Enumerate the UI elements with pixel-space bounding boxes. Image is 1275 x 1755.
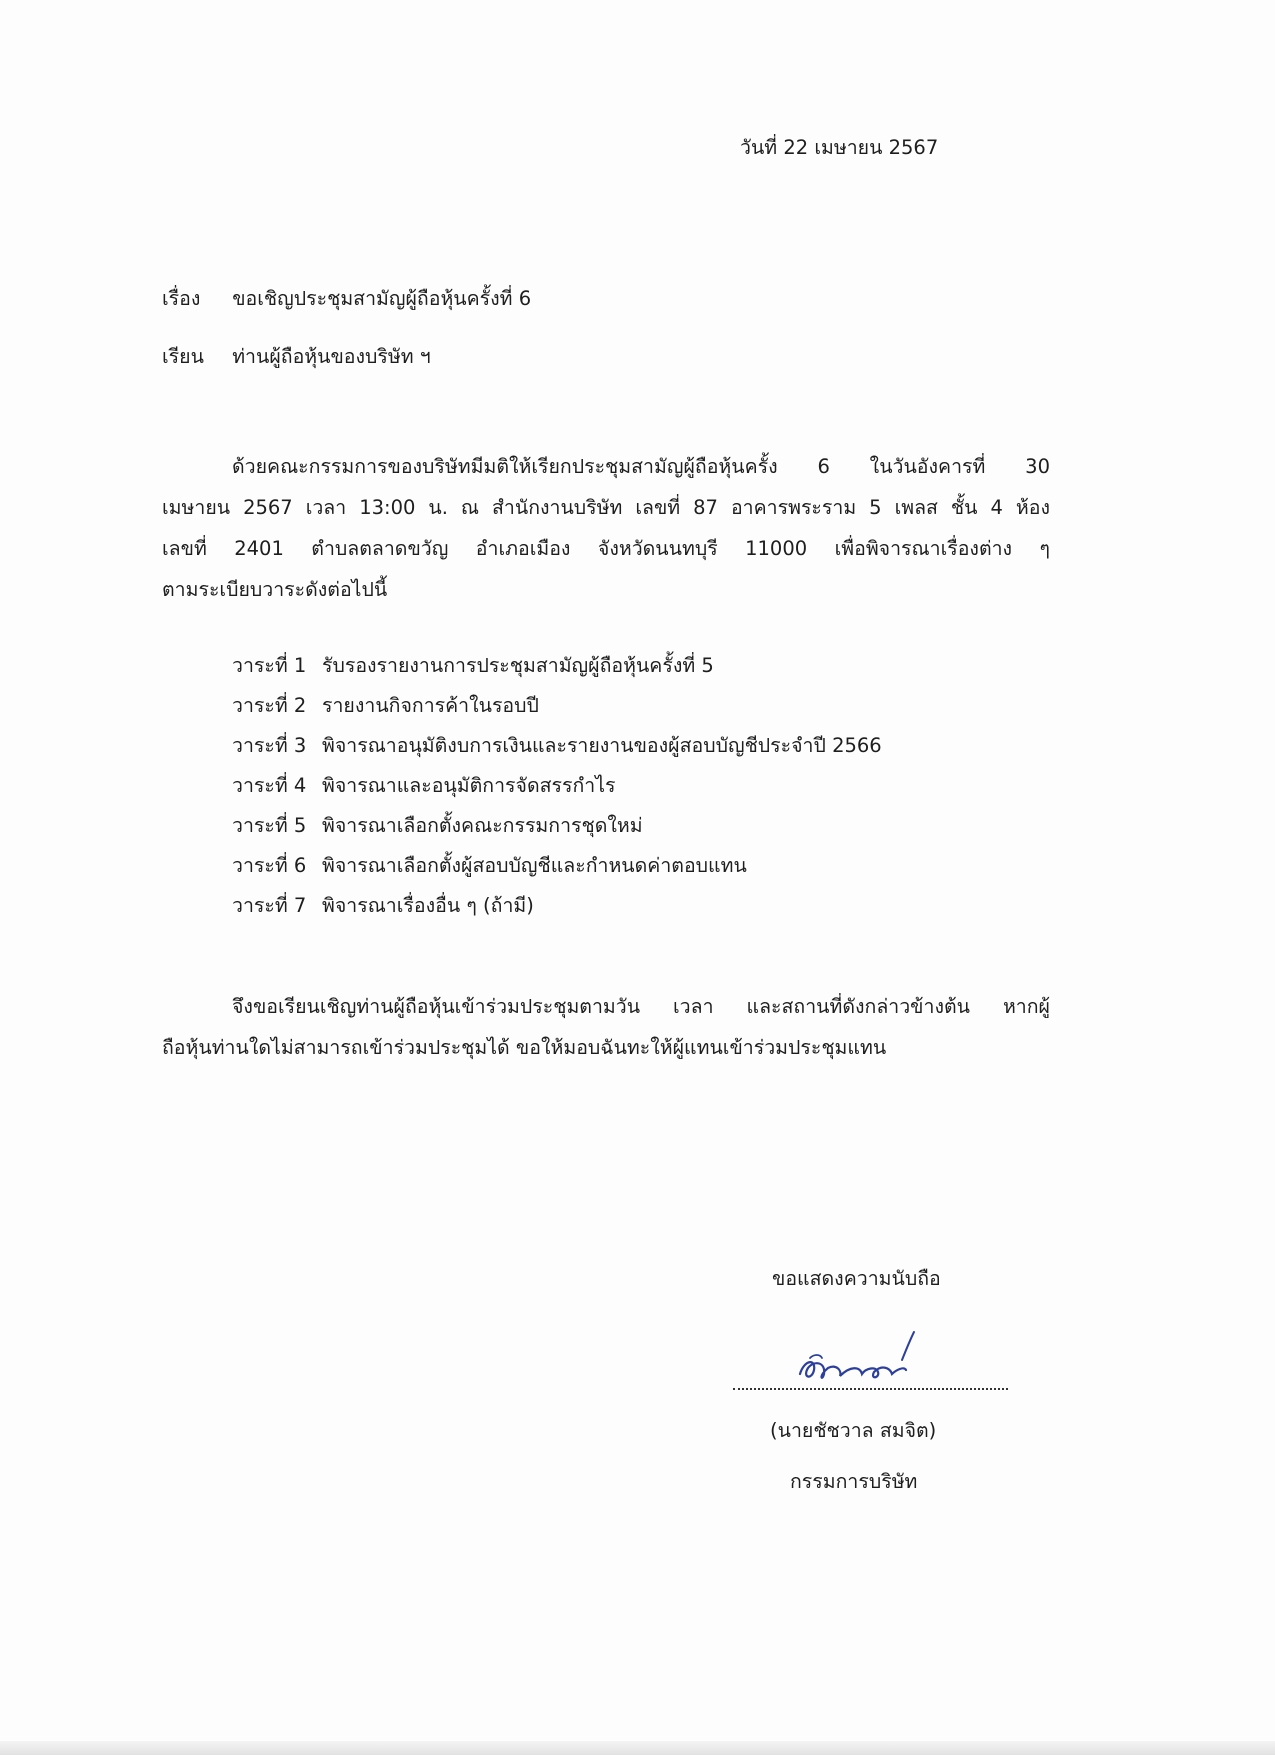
signer-name: (นายชัชวาล สมจิต) <box>770 1419 937 1442</box>
agenda-item <box>232 726 882 766</box>
agenda-text: พิจารณาอนุมัติงบการเงินและรายงานของผู้สอบบัญชีประจำปี 2566 <box>322 734 882 757</box>
handwritten-signature <box>790 1330 940 1390</box>
recipient-text: ท่านผู้ถือหุ้นของบริษัท ฯ <box>232 345 431 368</box>
agenda-number: วาระที่ 3 <box>232 734 307 757</box>
agenda-item <box>232 806 882 846</box>
signature-dotted-line <box>733 1388 1008 1390</box>
invitation-line: จึงขอเรียนเชิญท่านผู้ถือหุ้นเข้าร่วมประชุมตามวัน เวลา และสถานที่ดังกล่าวข้างต้น หากผู้ <box>232 995 1050 1018</box>
agenda-text: พิจารณาและอนุมัติการจัดสรรกำไร <box>322 774 616 797</box>
invitation-line: ถือหุ้นท่านใดไม่สามารถเข้าร่วมประชุมได้ ขอให้มอบฉันทะให้ผู้แทนเข้าร่วมประชุมแทน <box>162 1036 887 1059</box>
body-paragraph <box>162 446 1050 610</box>
agenda-item <box>232 846 882 886</box>
agenda-list <box>232 646 882 926</box>
subject-line <box>162 286 531 312</box>
body-line: เมษายน 2567 เวลา 13:00 น. ณ สำนักงานบริษัท เลขที่ 87 อาคารพระราม 5 เพลส ชั้น 4 ห้อง <box>162 496 1050 519</box>
agenda-number: วาระที่ 6 <box>232 854 307 877</box>
body-line: ด้วยคณะกรรมการของบริษัทมีมติให้เรียกประชุมสามัญผู้ถือหุ้นครั้ง 6 ในวันอังคารที่ 30 <box>232 455 1050 478</box>
invitation-paragraph <box>162 986 1050 1068</box>
agenda-number: วาระที่ 2 <box>232 694 307 717</box>
agenda-number: วาระที่ 7 <box>232 894 307 917</box>
agenda-text: พิจารณาเรื่องอื่น ๆ (ถ้ามี) <box>322 894 534 917</box>
agenda-item <box>232 766 882 806</box>
agenda-item <box>232 886 882 926</box>
agenda-number: วาระที่ 4 <box>232 774 307 797</box>
signer-title: กรรมการบริษัท <box>790 1470 918 1493</box>
agenda-text: รับรองรายงานการประชุมสามัญผู้ถือหุ้นครั้งที่ 5 <box>322 654 714 677</box>
recipient-label: เรียน <box>162 345 204 368</box>
agenda-item <box>232 686 882 726</box>
agenda-item <box>232 646 882 686</box>
agenda-number: วาระที่ 1 <box>232 654 307 677</box>
subject-label: เรื่อง <box>162 287 201 310</box>
agenda-text: พิจารณาเลือกตั้งคณะกรรมการชุดใหม่ <box>322 814 643 837</box>
letter-date: วันที่ 22 เมษายน 2567 <box>740 136 939 159</box>
agenda-text: พิจารณาเลือกตั้งผู้สอบบัญชีและกำหนดค่าตอบแทน <box>322 854 747 877</box>
closing-text: ขอแสดงความนับถือ <box>772 1267 941 1290</box>
body-line: เลขที่ 2401 ตำบลตลาดขวัญ อำเภอเมือง จังหวัดนนทบุรี 11000 เพื่อพิจารณาเรื่องต่าง ๆ <box>162 537 1050 560</box>
body-line: ตามระเบียบวาระดังต่อไปนี้ <box>162 578 388 601</box>
scan-edge <box>0 1741 1275 1755</box>
agenda-text: รายงานกิจการค้าในรอบปี <box>322 694 539 717</box>
recipient-line <box>162 344 431 370</box>
subject-text: ขอเชิญประชุมสามัญผู้ถือหุ้นครั้งที่ 6 <box>232 287 532 310</box>
agenda-number: วาระที่ 5 <box>232 814 307 837</box>
